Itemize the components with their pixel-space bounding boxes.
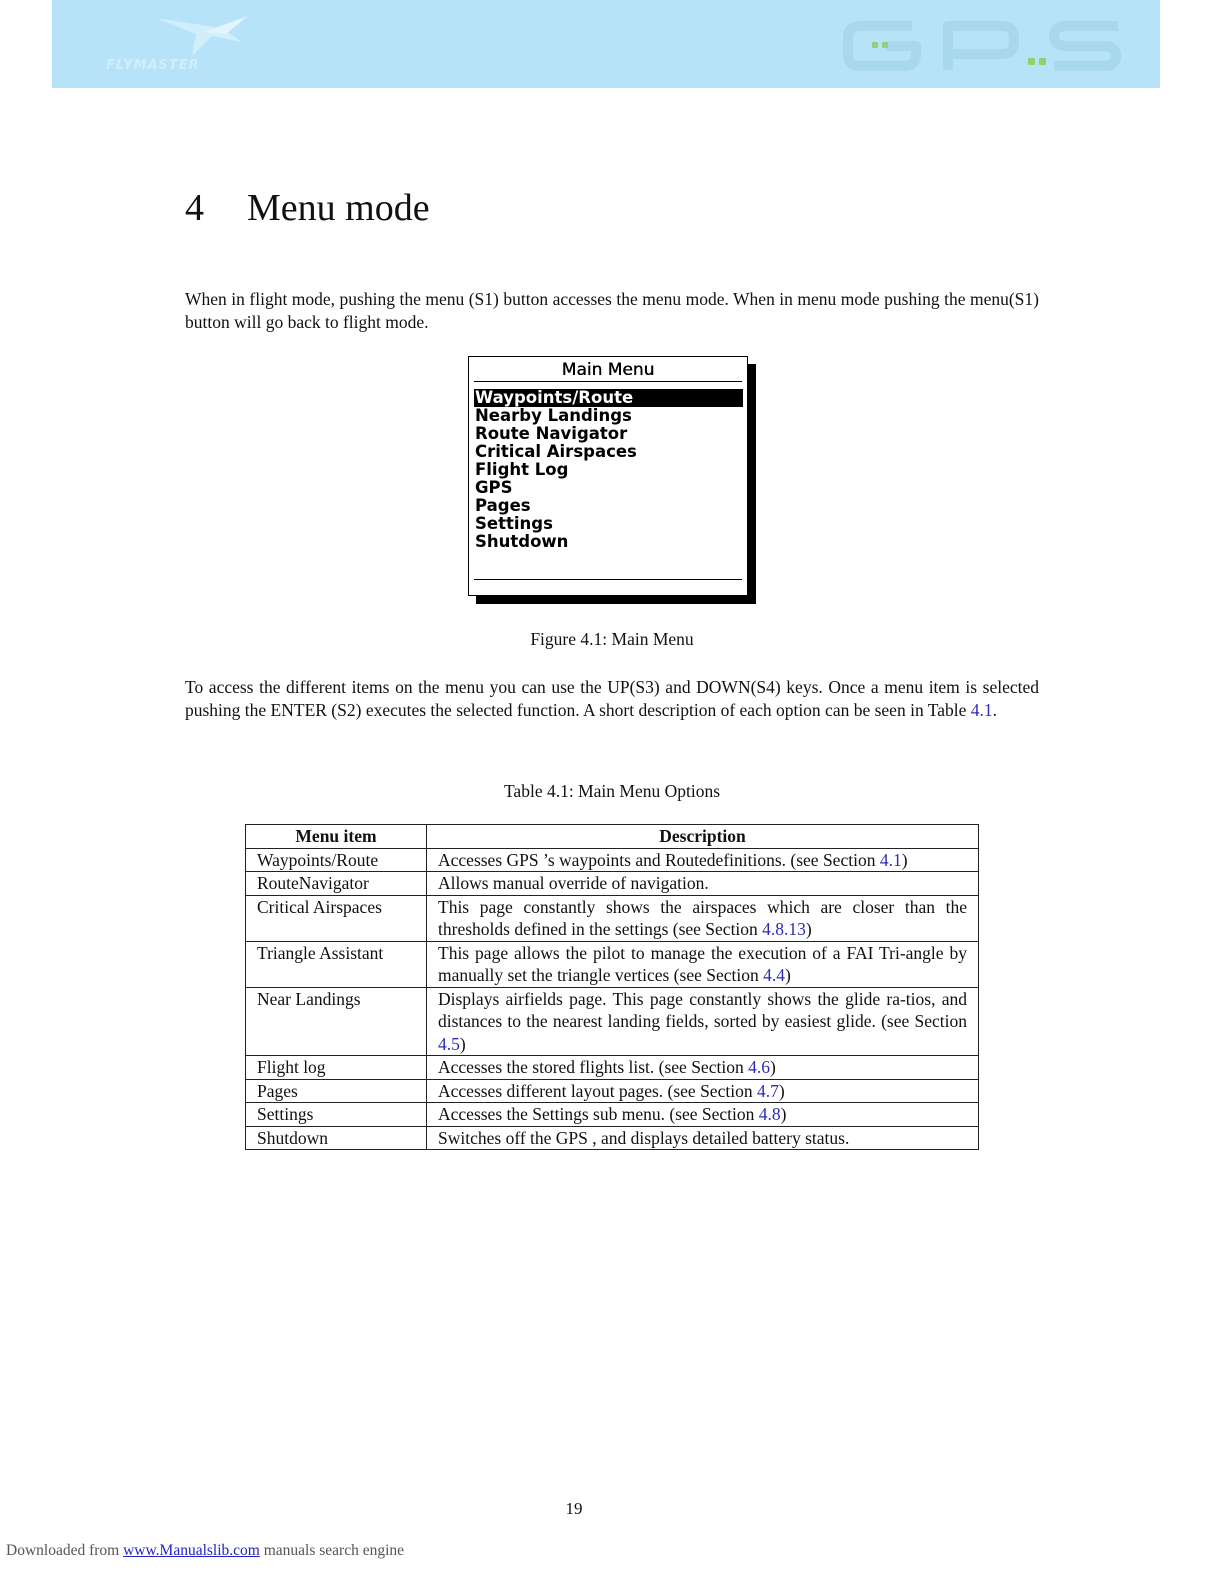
access-paragraph	[185, 676, 1039, 721]
page-number: 19	[565, 1499, 583, 1518]
access-end: .	[992, 699, 997, 720]
description-text: Accesses the Settings sub menu. (see Section	[438, 1104, 759, 1124]
description-cell	[427, 872, 979, 896]
menu-item-cell: Shutdown	[246, 1126, 427, 1150]
description-text: Switches off the GPS , and displays detailed battery status.	[438, 1127, 850, 1148]
table-row	[246, 941, 979, 987]
footer-prefix: Downloaded from	[6, 1542, 124, 1559]
main-menu-list	[474, 389, 743, 551]
table-row	[246, 872, 979, 896]
menu-item-cell: Waypoints/Route	[246, 848, 427, 872]
description-tail: )	[901, 849, 908, 870]
screen-divider	[474, 579, 742, 580]
description-tail: )	[784, 965, 791, 985]
chapter-heading	[185, 186, 430, 230]
description-text: Accesses the stored flights list. (see Section	[438, 1057, 749, 1077]
main-menu-options-table	[245, 824, 979, 1150]
section-link[interactable]: 4.1	[879, 849, 902, 870]
table-row	[246, 848, 979, 872]
table-row	[246, 1126, 979, 1150]
menu-item-nearby-landings: Nearby Landings	[475, 406, 632, 425]
chapter-title: Menu mode	[247, 187, 430, 229]
intro-paragraph: When in flight mode, pushing the menu (S1) button accesses the menu mode. When in menu mode pushing the menu(S1) button will go back to flight mode.	[185, 289, 1039, 332]
menu-item-cell: Flight log	[246, 1056, 427, 1080]
menu-item-cell: RouteNavigator	[246, 872, 427, 896]
section-link[interactable]: 4.5	[438, 1033, 460, 1054]
header-banner	[52, 0, 1160, 88]
table-row	[246, 895, 979, 941]
description-text: This page allows the pilot to manage the execution of a FAI Tri-angle by manually set the triangle vertices (see Section	[438, 942, 967, 985]
menu-item-waypoints-route: Waypoints/Route	[474, 389, 743, 407]
section-link[interactable]: 4.8	[758, 1104, 781, 1124]
menu-item-shutdown: Shutdown	[475, 532, 569, 551]
main-menu-screen	[468, 356, 748, 596]
menu-item-cell: Triangle Assistant	[246, 941, 427, 987]
menu-item-cell: Near Landings	[246, 987, 427, 1056]
table-row	[246, 1056, 979, 1080]
gps-logo	[842, 18, 1122, 74]
download-footer	[6, 1542, 404, 1560]
access-text: To access the different items on the menu you can use the UP(S3) and DOWN(S4) keys. Once a menu item is selected pushing the ENTER (S2) executes the selected function. A short description of each option can be seen in Table	[185, 677, 1039, 720]
description-cell	[427, 1126, 979, 1150]
description-text: Displays airfields page. This page constantly shows the glide ra-tios, and distances to the nearest landing fields, sorted by easiest glide. (see Section	[438, 988, 967, 1031]
main-menu-title: Main Menu	[561, 360, 655, 380]
section-link[interactable]: 4.4	[763, 965, 785, 985]
description-cell	[427, 1056, 979, 1080]
description-tail: )	[459, 1033, 466, 1054]
description-tail: )	[780, 1104, 787, 1124]
description-text: Allows manual override of navigation.	[438, 873, 709, 893]
column-header-menu-item: Menu item	[246, 825, 427, 849]
description-cell	[427, 848, 979, 872]
table-header-row	[246, 825, 979, 849]
column-header-description: Description	[427, 825, 979, 849]
description-tail: )	[778, 1080, 785, 1101]
table-row	[246, 1103, 979, 1127]
menu-item-cell: Settings	[246, 1103, 427, 1127]
description-tail: )	[805, 919, 812, 939]
screen-divider	[474, 381, 742, 382]
menu-item-route-navigator: Route Navigator	[475, 424, 628, 443]
section-link[interactable]: 4.7	[756, 1080, 779, 1101]
menu-item-critical-airspaces: Critical Airspaces	[475, 442, 637, 461]
section-link[interactable]: 4.6	[748, 1057, 770, 1077]
manualslib-link[interactable]: www.Manualslib.com	[123, 1542, 260, 1559]
description-text: Accesses GPS ’s waypoints and Routedefinitions. (see Section	[438, 849, 880, 870]
menu-item-settings: Settings	[475, 514, 553, 533]
table-row	[246, 1079, 979, 1103]
figure-caption: Figure 4.1: Main Menu	[530, 629, 694, 649]
description-text: This page constantly shows the airspaces which are closer than the thresholds defined in the settings (see Section	[438, 896, 967, 939]
brand-name: FLYMASTER	[106, 58, 200, 73]
menu-item-cell: Critical Airspaces	[246, 895, 427, 941]
description-cell	[427, 987, 979, 1056]
menu-item-flight-log: Flight Log	[475, 460, 569, 479]
description-tail: )	[769, 1057, 776, 1077]
description-cell	[427, 1103, 979, 1127]
table-reference-link[interactable]: 4.1	[970, 699, 993, 720]
chapter-number: 4	[185, 187, 204, 229]
table-caption: Table 4.1: Main Menu Options	[503, 781, 721, 801]
menu-item-gps: GPS	[475, 478, 513, 497]
footer-suffix: manuals search engine	[259, 1542, 405, 1559]
description-cell	[427, 941, 979, 987]
menu-item-cell: Pages	[246, 1079, 427, 1103]
description-cell	[427, 895, 979, 941]
table-row	[246, 987, 979, 1056]
description-text: Accesses different layout pages. (see Section	[438, 1080, 757, 1101]
section-link[interactable]: 4.8.13	[762, 919, 806, 939]
description-cell	[427, 1079, 979, 1103]
main-menu-figure	[468, 356, 758, 604]
menu-item-pages: Pages	[475, 496, 531, 515]
